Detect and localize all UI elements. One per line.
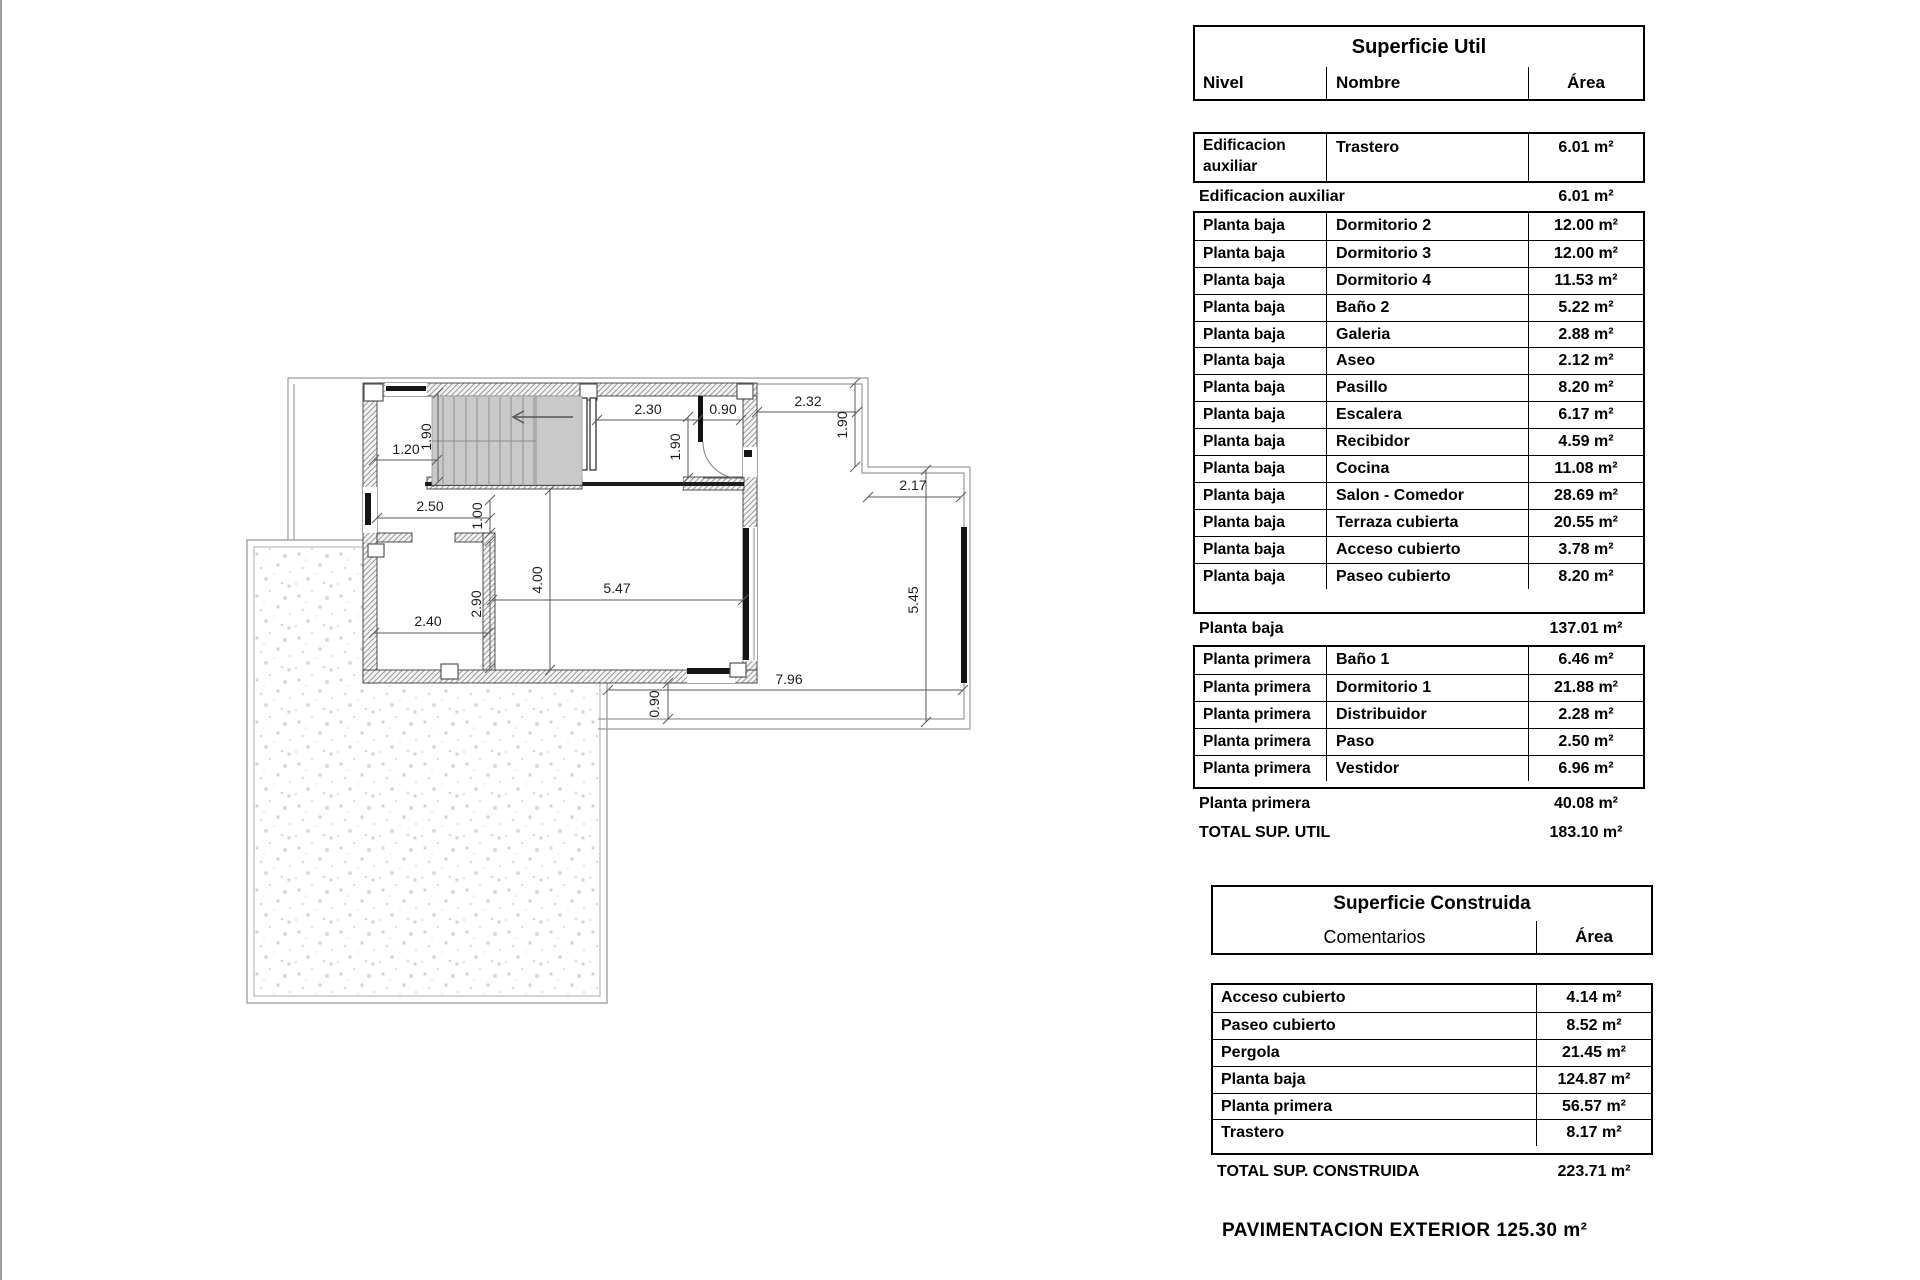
pavimentacion-exterior-note: PAVIMENTACION EXTERIOR 125.30 m² bbox=[1222, 1220, 1588, 1241]
cell-area: 2.50 m² bbox=[1558, 732, 1614, 750]
cell-area: 11.53 m² bbox=[1554, 271, 1618, 289]
cell-nombre: Vestidor bbox=[1327, 756, 1529, 782]
cell-nivel: Planta primera bbox=[1195, 729, 1327, 755]
table-row bbox=[1195, 401, 1643, 428]
cell-nivel: Planta primera bbox=[1195, 702, 1327, 728]
cell-nombre: Baño 1 bbox=[1327, 647, 1529, 674]
table-row bbox=[1195, 428, 1643, 455]
dim-label: 2.17 bbox=[899, 477, 927, 493]
subtotal-area: 137.01 m² bbox=[1549, 620, 1623, 637]
cell-nivel: Planta primera bbox=[1195, 675, 1327, 701]
cell-area: 4.59 m² bbox=[1558, 433, 1614, 451]
cell-area: 11.08 m² bbox=[1554, 459, 1618, 477]
glass-wall-right bbox=[743, 528, 749, 660]
table-row bbox=[1213, 1039, 1651, 1066]
table-row bbox=[1195, 374, 1643, 401]
dim-label: 2.32 bbox=[794, 393, 822, 409]
cell-area: 21.45 m² bbox=[1561, 1043, 1627, 1061]
dim-1-90-terrace bbox=[850, 378, 860, 472]
table-row bbox=[1195, 536, 1643, 563]
table-row bbox=[1195, 294, 1643, 321]
cell-nombre: Pasillo bbox=[1327, 375, 1529, 401]
dim-label: 7.96 bbox=[775, 671, 803, 687]
cell-area: 124.87 m² bbox=[1557, 1070, 1631, 1088]
table-row bbox=[1195, 455, 1643, 482]
table-header-row bbox=[1211, 921, 1653, 955]
construida-rows-block bbox=[1211, 983, 1653, 1155]
subtotal-row bbox=[1193, 790, 1645, 818]
cell-nombre: Acceso cubierto bbox=[1327, 537, 1529, 563]
dim-5-45 bbox=[921, 465, 931, 727]
table-row bbox=[1195, 728, 1643, 755]
cell-area: 4.14 m² bbox=[1566, 989, 1622, 1007]
cell-area: 12.00 m² bbox=[1553, 244, 1619, 262]
cell-nivel: Planta baja bbox=[1195, 510, 1327, 536]
cell-nombre: Trastero bbox=[1327, 134, 1529, 181]
grand-total-label: TOTAL SUP. CONSTRUIDA bbox=[1217, 1162, 1420, 1180]
table-row bbox=[1195, 347, 1643, 374]
cell-nivel: Planta primera bbox=[1195, 647, 1327, 674]
cell-nivel: Planta baja bbox=[1195, 213, 1327, 240]
cell-nivel: Planta baja bbox=[1195, 268, 1327, 294]
dim-label: 5.45 bbox=[905, 586, 921, 614]
cell-nombre: Baño 2 bbox=[1327, 295, 1529, 321]
cell-nivel: Planta baja bbox=[1195, 564, 1327, 590]
cell-nivel: Planta baja bbox=[1195, 429, 1327, 455]
cell-nivel: Planta baja bbox=[1195, 483, 1327, 509]
dim-label: 2.40 bbox=[414, 613, 442, 629]
dim-label: 2.50 bbox=[416, 498, 444, 514]
cell-area: 28.69 m² bbox=[1553, 486, 1619, 504]
header-nivel: Nivel bbox=[1195, 67, 1327, 99]
cell-area: 8.20 m² bbox=[1558, 379, 1614, 397]
cell-area: 6.17 m² bbox=[1558, 406, 1614, 424]
cell-area: 56.57 m² bbox=[1561, 1097, 1627, 1115]
cell-nombre: Paso bbox=[1327, 729, 1529, 755]
grand-total-row bbox=[1211, 1157, 1653, 1186]
cell-area: 6.96 m² bbox=[1558, 759, 1614, 777]
table-header-row bbox=[1193, 67, 1645, 101]
cell-comentarios: Planta baja bbox=[1213, 1067, 1537, 1093]
cell-nombre: Terraza cubierta bbox=[1327, 510, 1529, 536]
cell-nombre: Distribuidor bbox=[1327, 702, 1529, 728]
cell-area: 8.17 m² bbox=[1566, 1124, 1622, 1142]
table-row bbox=[1195, 321, 1643, 348]
cell-nombre: Salon - Comedor bbox=[1327, 483, 1529, 509]
cell-nombre: Escalera bbox=[1327, 402, 1529, 428]
subtotal-row bbox=[1193, 615, 1645, 643]
cell-nivel: Planta baja bbox=[1195, 241, 1327, 267]
cell-nombre: Dormitorio 4 bbox=[1327, 268, 1529, 294]
dim-label: 2.30 bbox=[634, 401, 662, 417]
subtotal-label: Planta baja bbox=[1199, 620, 1284, 637]
terrace-glass-railing bbox=[961, 527, 967, 683]
cell-area: 2.88 m² bbox=[1558, 325, 1614, 343]
dim-label: 0.90 bbox=[646, 690, 662, 718]
table-row bbox=[1195, 267, 1643, 294]
table-row bbox=[1195, 134, 1643, 181]
cell-comentarios: Trastero bbox=[1213, 1120, 1537, 1146]
dim-label: 1.90 bbox=[667, 433, 683, 461]
dim-label: 1.90 bbox=[834, 411, 850, 439]
header-area: Área bbox=[1567, 73, 1605, 92]
staircase bbox=[432, 396, 582, 485]
subtotal-area: 6.01 m² bbox=[1558, 188, 1614, 205]
cell-area: 2.12 m² bbox=[1558, 352, 1614, 370]
cell-nombre: Aseo bbox=[1327, 348, 1529, 374]
cell-comentarios: Paseo cubierto bbox=[1213, 1013, 1537, 1039]
dim-label: 0.90 bbox=[709, 401, 737, 417]
cell-comentarios: Planta primera bbox=[1213, 1094, 1537, 1120]
cell-area: 6.01 m² bbox=[1558, 139, 1614, 156]
table-row bbox=[1195, 755, 1643, 782]
superficie-construida-table bbox=[1211, 885, 1653, 1205]
table-row bbox=[1213, 1012, 1651, 1039]
table-row bbox=[1213, 1093, 1651, 1120]
cell-nombre: Recibidor bbox=[1327, 429, 1529, 455]
cell-nivel: Planta baja bbox=[1195, 375, 1327, 401]
cell-nombre: Galeria bbox=[1327, 322, 1529, 348]
grand-total-label: TOTAL SUP. UTIL bbox=[1199, 824, 1331, 841]
dim-2-17 bbox=[863, 492, 966, 502]
table-row bbox=[1195, 674, 1643, 701]
cell-nombre: Dormitorio 3 bbox=[1327, 241, 1529, 267]
dim-label: 4.00 bbox=[529, 566, 545, 594]
grand-total-row bbox=[1193, 819, 1645, 847]
dim-label: 1.90 bbox=[418, 423, 434, 451]
door-stop bbox=[744, 450, 752, 457]
cell-nivel: Planta baja bbox=[1195, 348, 1327, 374]
table-title: Superficie Util bbox=[1193, 25, 1645, 69]
window-left bbox=[365, 493, 371, 525]
table-row bbox=[1195, 647, 1643, 674]
cell-area: 6.46 m² bbox=[1558, 651, 1614, 669]
header-comentarios: Comentarios bbox=[1213, 921, 1537, 953]
cell-nivel: Edificacion auxiliar bbox=[1195, 134, 1327, 181]
cell-area: 2.28 m² bbox=[1558, 705, 1614, 723]
table-row bbox=[1213, 985, 1651, 1012]
table-row bbox=[1213, 1119, 1651, 1146]
dim-label: 2.90 bbox=[468, 590, 484, 618]
planta-primera-block bbox=[1193, 645, 1645, 789]
cell-area: 12.00 m² bbox=[1553, 217, 1619, 235]
subtotal-label: Edificacion auxiliar bbox=[1199, 188, 1345, 205]
planta-baja-block bbox=[1193, 211, 1645, 614]
cell-area: 21.88 m² bbox=[1553, 678, 1619, 696]
table-row bbox=[1195, 509, 1643, 536]
table-title: Superficie Construida bbox=[1211, 885, 1653, 923]
subtotal-label: Planta primera bbox=[1199, 795, 1311, 812]
dim-label: 1.20 bbox=[392, 441, 420, 457]
cell-nivel: Planta baja bbox=[1195, 456, 1327, 482]
glass-door-bottom bbox=[687, 668, 735, 674]
cell-area: 20.55 m² bbox=[1553, 513, 1619, 531]
subtotal-row bbox=[1193, 183, 1645, 211]
dim-0-90-paseo bbox=[663, 678, 673, 724]
dim-label: 5.47 bbox=[603, 580, 631, 596]
cell-nivel: Planta baja bbox=[1195, 537, 1327, 563]
header-nombre: Nombre bbox=[1327, 67, 1529, 99]
table-row bbox=[1195, 482, 1643, 509]
table-row bbox=[1195, 240, 1643, 267]
cell-nivel: Planta baja bbox=[1195, 322, 1327, 348]
table-row bbox=[1213, 1066, 1651, 1093]
cell-nombre: Cocina bbox=[1327, 456, 1529, 482]
header-area: Área bbox=[1575, 927, 1613, 946]
table-row bbox=[1195, 701, 1643, 728]
table-row bbox=[1195, 213, 1643, 240]
cell-area: 5.22 m² bbox=[1558, 298, 1614, 316]
grand-total-area: 223.71 m² bbox=[1557, 1162, 1631, 1180]
cell-area: 8.20 m² bbox=[1558, 567, 1614, 585]
cell-nivel: Planta baja bbox=[1195, 402, 1327, 428]
cell-comentarios: Acceso cubierto bbox=[1213, 985, 1537, 1012]
cell-nombre: Dormitorio 2 bbox=[1327, 213, 1529, 240]
grand-total-area: 183.10 m² bbox=[1549, 824, 1623, 841]
aux-block bbox=[1193, 132, 1645, 183]
superficie-util-table bbox=[1193, 25, 1645, 855]
cell-nombre: Paseo cubierto bbox=[1327, 564, 1529, 590]
window-top-left bbox=[386, 386, 426, 391]
cell-nivel: Planta baja bbox=[1195, 295, 1327, 321]
cell-comentarios: Pergola bbox=[1213, 1040, 1537, 1066]
table-row bbox=[1195, 563, 1643, 590]
cell-nivel: Planta primera bbox=[1195, 756, 1327, 782]
subtotal-area: 40.08 m² bbox=[1553, 795, 1619, 812]
cell-area: 8.52 m² bbox=[1566, 1016, 1622, 1034]
cell-nombre: Dormitorio 1 bbox=[1327, 675, 1529, 701]
cell-area: 3.78 m² bbox=[1558, 540, 1614, 558]
dim-label: 1.00 bbox=[469, 502, 485, 530]
